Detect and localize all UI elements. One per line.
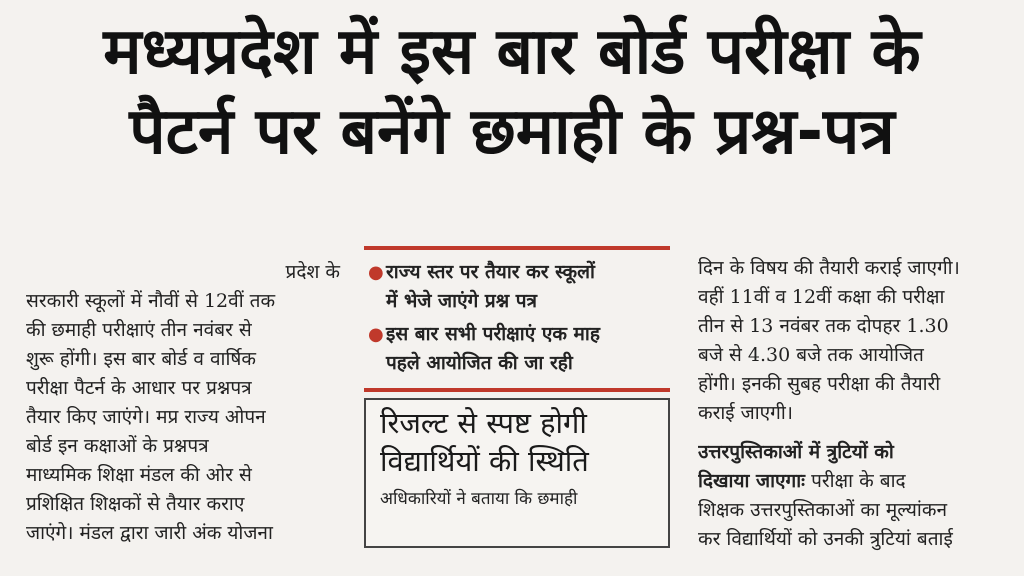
- highlight-bullets: [364, 250, 670, 388]
- left-column: [26, 258, 344, 548]
- right-subhead-cont: दिखाया जाएगाः: [698, 470, 806, 492]
- right-line: [698, 467, 1012, 496]
- left-line: की छमाही परीक्षाएं तीन नवंबर से: [26, 319, 252, 341]
- left-line: शुरू होंगी। इस बार बोर्ड व वार्षिक: [26, 348, 256, 370]
- left-line: बोर्ड इन कक्षाओं के प्रश्नपत्र: [26, 435, 209, 457]
- right-line: कराई जाएगी।: [698, 402, 793, 424]
- paragraph-gap: [698, 428, 1012, 438]
- headline-line-1: मध्यप्रदेश में इस बार बोर्ड परीक्षा के: [103, 15, 921, 89]
- right-line: होंगी। इनकी सुबह परीक्षा की तैयारी: [698, 373, 941, 395]
- headline-line-2: पैटर्न पर बनेंगे छमाही के प्रश्न-पत्र: [129, 95, 895, 169]
- right-line: तीन से 13 नवंबर तक दोपहर 1.30: [698, 315, 949, 337]
- bullet-text: इस बार सभी परीक्षाएं एक माह पहले आयोजित की जा रही: [386, 323, 600, 374]
- left-line: जाएंगे। मंडल द्वारा जारी अंक योजना: [26, 522, 273, 544]
- right-line: दिन के विषय की तैयारी कराई जाएगी।: [698, 257, 960, 279]
- right-line: बजे से 4.30 बजे तक आयोजित: [698, 344, 924, 366]
- right-line-rest: परीक्षा के बाद: [811, 470, 906, 492]
- left-line: तैयार किए जाएंगे। मप्र राज्य ओपन: [26, 406, 266, 428]
- right-column: [698, 254, 1012, 554]
- subhead-box: [364, 398, 670, 548]
- left-line: प्रदेश के: [285, 261, 340, 283]
- bullet-dot-icon: ●: [368, 324, 384, 345]
- right-line: कर विद्यार्थियों को उनकी त्रुटियां बताई: [698, 528, 953, 550]
- right-line: शिक्षक उत्तरपुस्तिकाओं का मूल्यांकन: [698, 499, 947, 521]
- bullet-item: [368, 320, 666, 378]
- left-line: प्रशिक्षित शिक्षकों से तैयार कराए: [26, 493, 245, 515]
- bullet-text: राज्य स्तर पर तैयार कर स्कूलों में भेजे जाएंगे प्रश्न पत्र: [386, 261, 595, 312]
- left-line: परीक्षा पैटर्न के आधार पर प्रश्नपत्र: [26, 377, 252, 399]
- right-subhead: उत्तरपुस्तिकाओं में त्रुटियों को: [698, 441, 894, 463]
- subhead: रिजल्ट से स्पष्ट होगी विद्यार्थियों की स्थिति: [380, 406, 589, 478]
- bullet-dot-icon: ●: [368, 262, 384, 283]
- left-line: सरकारी स्कूलों में नौवीं से 12वीं तक: [26, 290, 276, 312]
- left-line: माध्यमिक शिक्षा मंडल की ओर से: [26, 464, 252, 486]
- bullet-item: [368, 258, 666, 316]
- headline: [14, 12, 1010, 172]
- middle-column: [364, 246, 670, 548]
- bottom-red-rule: [364, 388, 670, 392]
- right-line: वहीं 11वीं व 12वीं कक्षा की परीक्षा: [698, 286, 945, 308]
- subhead-text: अधिकारियों ने बताया कि छमाही: [380, 489, 578, 509]
